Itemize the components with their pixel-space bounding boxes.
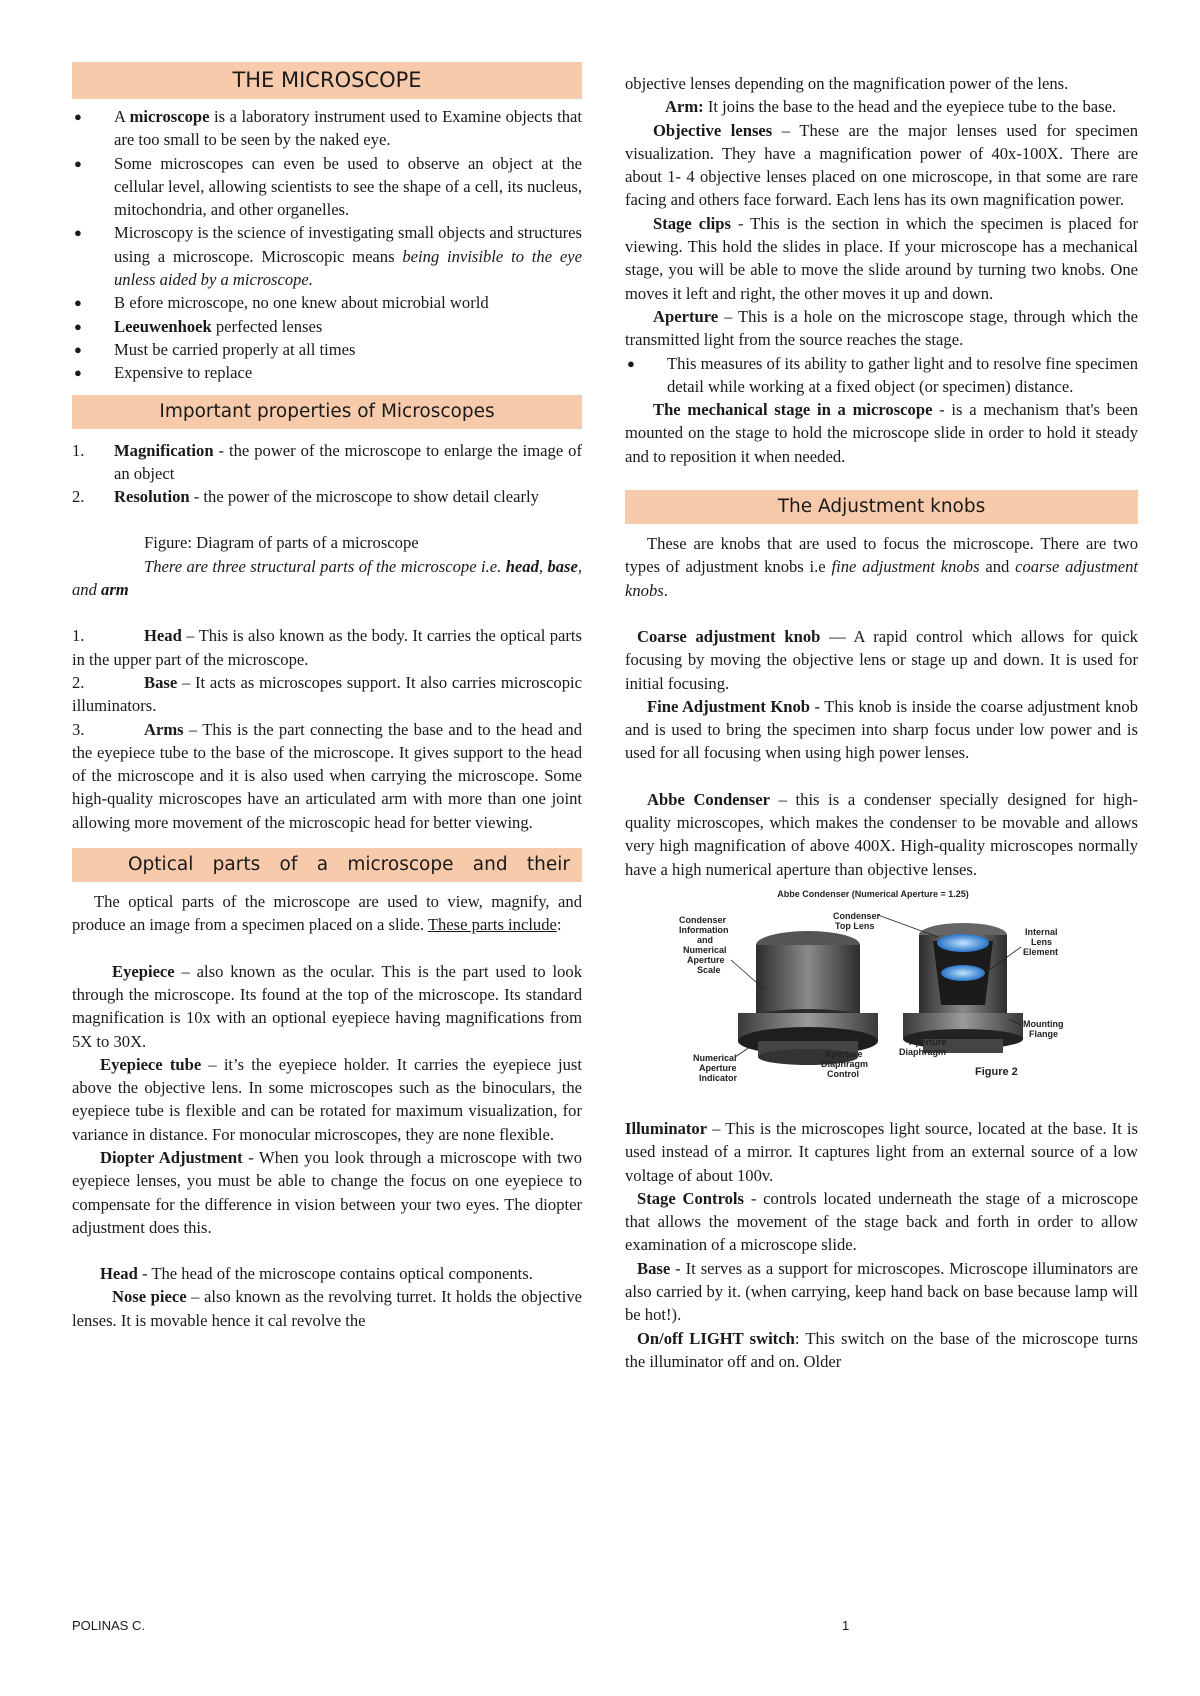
paragraph-aperture bbox=[625, 305, 1138, 352]
text: - the power of the microscope to show detail clearly bbox=[189, 487, 539, 507]
paragraph-base bbox=[72, 671, 582, 718]
text: – also known as the revolving turret. It holds the objective lenses. It is movable hence it cal revolve the bbox=[72, 1287, 582, 1330]
bold-text: Aperture bbox=[653, 306, 719, 326]
paragraph-objective-lenses bbox=[625, 119, 1138, 212]
text: – It acts as microscopes support. It also carries microscopic illuminators. bbox=[72, 672, 582, 716]
bold-text: Head bbox=[100, 1264, 138, 1284]
label-top-lens: Condenser Top Lens bbox=[833, 910, 881, 931]
aperture-bullets bbox=[625, 352, 1138, 399]
italic-text: There are three structural parts of the microscope i.e. bbox=[144, 556, 506, 576]
paragraph-arm bbox=[625, 95, 1138, 118]
text: – it’s the eyepiece holder. It carries the eyepiece just above the objective lens. In some microscopes such as the binoculars, the eyepiece tube is flexible and can be rotated for maximum visualization, for variance in distance. For monocular microscopes, they are none flexible. bbox=[72, 1054, 582, 1144]
bullet-icon: ● bbox=[74, 295, 82, 311]
list-number: 1. bbox=[72, 440, 85, 460]
text: – These are the major lenses used for specimen visualization. They have a magnification power of 40x-100X. There are about 1- 4 objective lenses placed on one microscope, in that some are rare facing and others face forward. Each lens has its own magnification power. bbox=[625, 120, 1139, 210]
paragraph-eyepiece bbox=[72, 960, 582, 1053]
list-number: 2. bbox=[72, 672, 85, 692]
bold-text: Stage Controls bbox=[637, 1188, 744, 1208]
structural-intro: There are three structural parts of the microscope i.e. head, base, and arm bbox=[72, 556, 583, 600]
paragraph-head-optical bbox=[72, 1262, 582, 1285]
bold-text: Illuminator bbox=[625, 1118, 708, 1138]
bold-text: Resolution bbox=[114, 487, 190, 507]
text: Expensive to replace bbox=[114, 363, 253, 383]
label-diaphragm-control: Aperture Diaphragm Control bbox=[821, 1048, 869, 1079]
list-number: 3. bbox=[72, 719, 85, 739]
text: B efore microscope, no one knew about microbial world bbox=[114, 293, 489, 313]
text: – This is also known as the body. It carries the optical parts in the upper part of the microscope. bbox=[72, 626, 582, 669]
italic-text: being invisible to the eye unless aided by a microscope. bbox=[114, 246, 582, 290]
text: : This switch on the base of the microscope turns the illuminator off and on. Older bbox=[625, 1328, 1139, 1371]
underlined-text: These parts include bbox=[427, 915, 557, 935]
list-number: 1. bbox=[72, 626, 85, 646]
paragraph-light-switch bbox=[625, 1327, 1138, 1374]
bullet-icon: ● bbox=[74, 225, 82, 241]
bullet-icon: ● bbox=[74, 341, 82, 357]
text: Some microscopes can even be used to observe an object at the cellular level, allowing scientists to see the shape of a cell, its nucleus, mitochondria, and other organelles. bbox=[114, 153, 582, 220]
text: – also known as the ocular. This is the part used to look through the microscope. Its found at the top of the microscope. Its standard magnification is 10x with an optional eyepiece having magnifications from 5X to 30X. bbox=[72, 961, 582, 1051]
bold-text: Base bbox=[637, 1258, 671, 1278]
list-item bbox=[72, 315, 582, 338]
bold-text: Stage clips bbox=[653, 213, 731, 233]
list-item bbox=[72, 221, 582, 291]
list-number: 2. bbox=[72, 487, 85, 507]
bold-text: base bbox=[547, 556, 578, 576]
paragraph-stage-controls bbox=[625, 1187, 1138, 1257]
text: - the power of the microscope to enlarge the image of an object bbox=[114, 440, 582, 483]
bullet-icon: ● bbox=[74, 318, 82, 334]
footer-author: POLINAS C. bbox=[72, 1618, 145, 1633]
bold-text: Magnification bbox=[114, 440, 214, 460]
bold-text: Coarse adjustment knob bbox=[637, 626, 821, 646]
text: perfected lenses bbox=[211, 316, 323, 336]
section-heading-properties: Important properties of Microscopes bbox=[72, 395, 582, 429]
figure-number: Figure 2 bbox=[975, 1065, 1018, 1078]
text: - is a mechanism that's been mounted on the stage to hold the microscope slide in order to hold it steady and to reposition it when needed. bbox=[625, 400, 1139, 466]
italic-text: coarse adjustment knobs bbox=[625, 557, 1138, 600]
paragraph-stage-clips bbox=[625, 212, 1138, 305]
bold-text: arm bbox=[101, 580, 129, 600]
paragraph-arms bbox=[72, 718, 582, 834]
label-na-indicator: Numerical Aperture Indicator bbox=[693, 1052, 738, 1083]
abbe-condenser-illustration bbox=[673, 885, 1073, 1097]
italic-text: , and bbox=[72, 556, 583, 600]
label-internal-lens: Internal Lens Element bbox=[1023, 926, 1059, 957]
bold-text: Arm: bbox=[665, 97, 704, 117]
list-item bbox=[72, 152, 582, 222]
text: - This knob is inside the coarse adjustment knob and is used to bring the specimen into sharp focus under low power and is used for all focusing when using high power lenses. bbox=[625, 696, 1139, 763]
text: A bbox=[114, 107, 130, 126]
list-item bbox=[625, 352, 1138, 399]
list-item bbox=[72, 105, 582, 152]
list-item bbox=[72, 291, 582, 314]
bold-text: Base bbox=[144, 672, 178, 692]
bold-text: microscope bbox=[129, 107, 210, 126]
label-aperture-diaphragm: Aperture Diaphragm bbox=[899, 1036, 947, 1057]
paragraph-eyepiece-tube bbox=[72, 1053, 582, 1146]
label-condenser-info: Condenser Information and Numerical Aperture Scale bbox=[679, 914, 729, 975]
paragraph-head bbox=[72, 624, 582, 671]
bold-text: Nose piece bbox=[112, 1287, 187, 1307]
optical-intro: The optical parts of the microscope are used to view, magnify, and produce an image from a specimen placed on a slide. These parts include: bbox=[72, 892, 582, 935]
figure-caption: Figure: Diagram of parts of a microscope bbox=[144, 533, 419, 553]
bullet-icon: ● bbox=[74, 365, 82, 381]
list-item bbox=[72, 485, 582, 508]
italic-text: fine adjustment knobs bbox=[831, 557, 980, 577]
text: It joins the base to the head and the eyepiece tube to the base. bbox=[703, 97, 1117, 117]
text: – This is the microscopes light source, located at the base. It is used instead of a mirror. It captures light from an external source of a low voltage of about 100v. bbox=[625, 1118, 1138, 1185]
bold-text: Arms bbox=[144, 719, 184, 739]
bold-text: On/off LIGHT switch bbox=[637, 1328, 795, 1348]
paragraph-coarse-knob bbox=[625, 625, 1138, 695]
paragraph-diopter bbox=[72, 1146, 582, 1239]
text: - This is the section in which the specimen is placed for viewing. This hold the slides in place. If your microscope has a mechanical stage, you will be able to move the slide around by turning two knobs. One moves it left and right, the other moves it up and down. bbox=[625, 213, 1138, 303]
bold-text: Fine Adjustment Knob bbox=[647, 696, 811, 716]
text: These are knobs that are used to focus the microscope. There are two types of adjustment knobs i.e bbox=[625, 534, 1138, 577]
text: Microscopy is the science of investigating small objects and structures using a microscope. Microscopic means bbox=[114, 223, 582, 266]
section-heading-optical: Optical parts of a microscope and their bbox=[72, 848, 582, 882]
paragraph-nose-piece bbox=[72, 1285, 582, 1332]
label-mounting-flange: Mounting Flange bbox=[1023, 1018, 1064, 1039]
figure-title: Abbe Condenser (Numerical Aperture = 1.25) bbox=[777, 888, 969, 899]
text: — A rapid control which allows for quick focusing by moving the objective lens or stage up and down. It is used for initial focusing. bbox=[625, 626, 1138, 693]
paragraph-continued: objective lenses depending on the magnification power of the lens. bbox=[625, 74, 1069, 93]
text: – this is a condenser specially designed for high-quality microscopes, which makes the condenser to be movable and allows very high magnification of above 400X. High-quality microscopes normally have a high numerical aperture than objective lenses. bbox=[625, 789, 1138, 879]
intro-bullets bbox=[72, 105, 582, 385]
list-item bbox=[72, 361, 582, 384]
text: Must be carried properly at all times bbox=[114, 339, 356, 359]
bold-text: Eyepiece tube bbox=[100, 1054, 202, 1074]
text: – This is the part connecting the base and to the head and the eyepiece tube to the base of the microscope. It gives support to the head of the microscope and it is also used when carrying the microscope. Some high-quality microscopes have an articulated arm with more than one joint allowing more movement of the microscopic head for better viewing. bbox=[72, 719, 582, 832]
text: and bbox=[979, 557, 1016, 577]
page-number: 1 bbox=[842, 1618, 850, 1633]
text: is a laboratory instrument used to Examine objects that are too small to be seen by the naked eye. bbox=[114, 107, 583, 150]
paragraph-base bbox=[625, 1257, 1138, 1327]
page-title: THE MICROSCOPE bbox=[72, 62, 582, 99]
bold-text: Leeuwenhoek bbox=[114, 316, 212, 336]
right-column bbox=[625, 72, 1138, 1373]
properties-list bbox=[72, 439, 582, 509]
bold-text: head bbox=[505, 556, 539, 576]
bold-text: Objective lenses bbox=[653, 120, 773, 140]
list-item bbox=[72, 439, 582, 486]
bullet-icon: ● bbox=[74, 109, 82, 124]
left-column bbox=[72, 62, 582, 1332]
paragraph-fine-knob bbox=[625, 695, 1138, 765]
knobs-intro bbox=[625, 532, 1138, 602]
text: – This is a hole on the microscope stage, through which the transmitted light from the source reaches the stage. bbox=[625, 306, 1138, 350]
text: - When you look through a microscope with two eyepiece lenses, you must be able to change the focus on one eyepiece to compensate for the difference in vision between your two eyes. The diopter adjustment does this. bbox=[72, 1147, 582, 1237]
section-heading-adjustment-knobs: The Adjustment knobs bbox=[625, 490, 1138, 524]
text: . bbox=[663, 580, 668, 600]
paragraph-mechanical-stage bbox=[625, 398, 1138, 468]
paragraph-abbe-condenser bbox=[625, 788, 1138, 881]
list-item bbox=[72, 338, 582, 361]
bold-text: Diopter Adjustment bbox=[100, 1147, 243, 1167]
bold-text: The mechanical stage in a microscope bbox=[653, 400, 933, 420]
bullet-icon: ● bbox=[74, 155, 82, 171]
text: - It serves as a support for microscopes. Microscope illuminators are also carried by it. (when carrying, keep hand back on base because lamp will be hot!). bbox=[625, 1258, 1138, 1325]
text: The optical parts of the microscope are used to view, magnify, and produce an image from a specimen placed on a slide. bbox=[72, 892, 582, 935]
abbe-condenser-figure bbox=[673, 885, 1073, 1097]
text: - The head of the microscope contains optical components. bbox=[137, 1264, 533, 1284]
bullet-icon: ● bbox=[627, 355, 635, 371]
text: - controls located underneath the stage of a microscope that allows the movement of the stage back and forth in order to allow examination of a microscope slide. bbox=[625, 1188, 1138, 1255]
text: This measures of its ability to gather light and to resolve fine specimen detail while working at a fixed object (or specimen) distance. bbox=[667, 353, 1138, 396]
paragraph-illuminator bbox=[625, 1117, 1138, 1187]
bold-text: Head bbox=[144, 626, 182, 646]
bold-text: Eyepiece bbox=[112, 961, 175, 981]
bold-text: Abbe Condenser bbox=[647, 789, 770, 809]
